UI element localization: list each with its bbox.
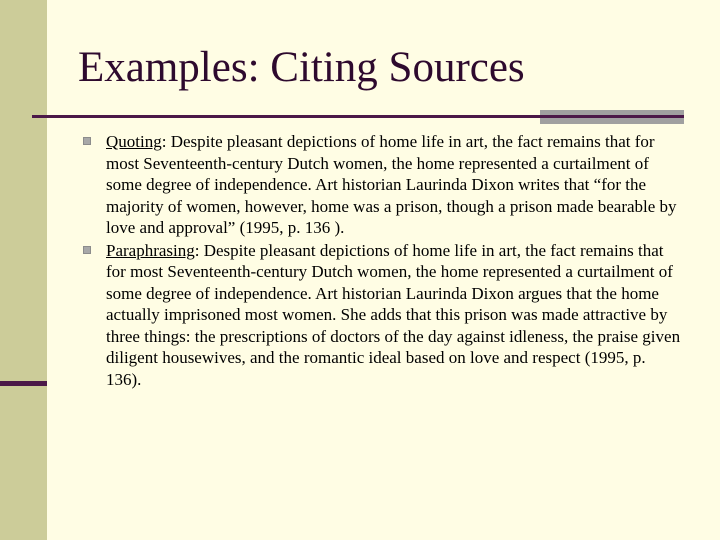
- bullet-text: : Despite pleasant depictions of home life in art, the fact remains that for most Seventeenth-century Dutch women, the home represented a curtailment of some degree of independence. Art historian Laurinda Dixon writes that “for the majority of women, however, home was a prison, though a prison made bearable by love and approval” (1995, p. 136 ).: [106, 132, 677, 237]
- title-divider-rule: [32, 115, 684, 118]
- title-rule-shadow-bottom: [540, 118, 684, 124]
- bullet-term: Quoting: [106, 132, 162, 151]
- bullet-item-paraphrasing: [83, 240, 683, 391]
- left-sidebar-band: [0, 0, 47, 540]
- bullet-item-quoting: [83, 131, 683, 239]
- bullet-text: : Despite pleasant depictions of home life in art, the fact remains that for most Seventeenth-century Dutch women, the home represented a curtailment of some degree of independence. Art historian Laurinda Dixon argues that the home actually imprisoned most women. She adds that this prison was made attractive by three things: the prescriptions of doctors of the day against idleness, the praise given diligent housewives, and the romantic ideal based on love and respect (1995, p. 136).: [106, 240, 681, 389]
- slide-title: Examples: Citing Sources: [78, 44, 525, 91]
- square-bullet-icon: [83, 246, 91, 254]
- bullet-list: [83, 131, 683, 391]
- left-accent-line: [0, 381, 47, 386]
- bullet-term: Paraphrasing: [106, 240, 195, 260]
- square-bullet-icon: [83, 137, 91, 145]
